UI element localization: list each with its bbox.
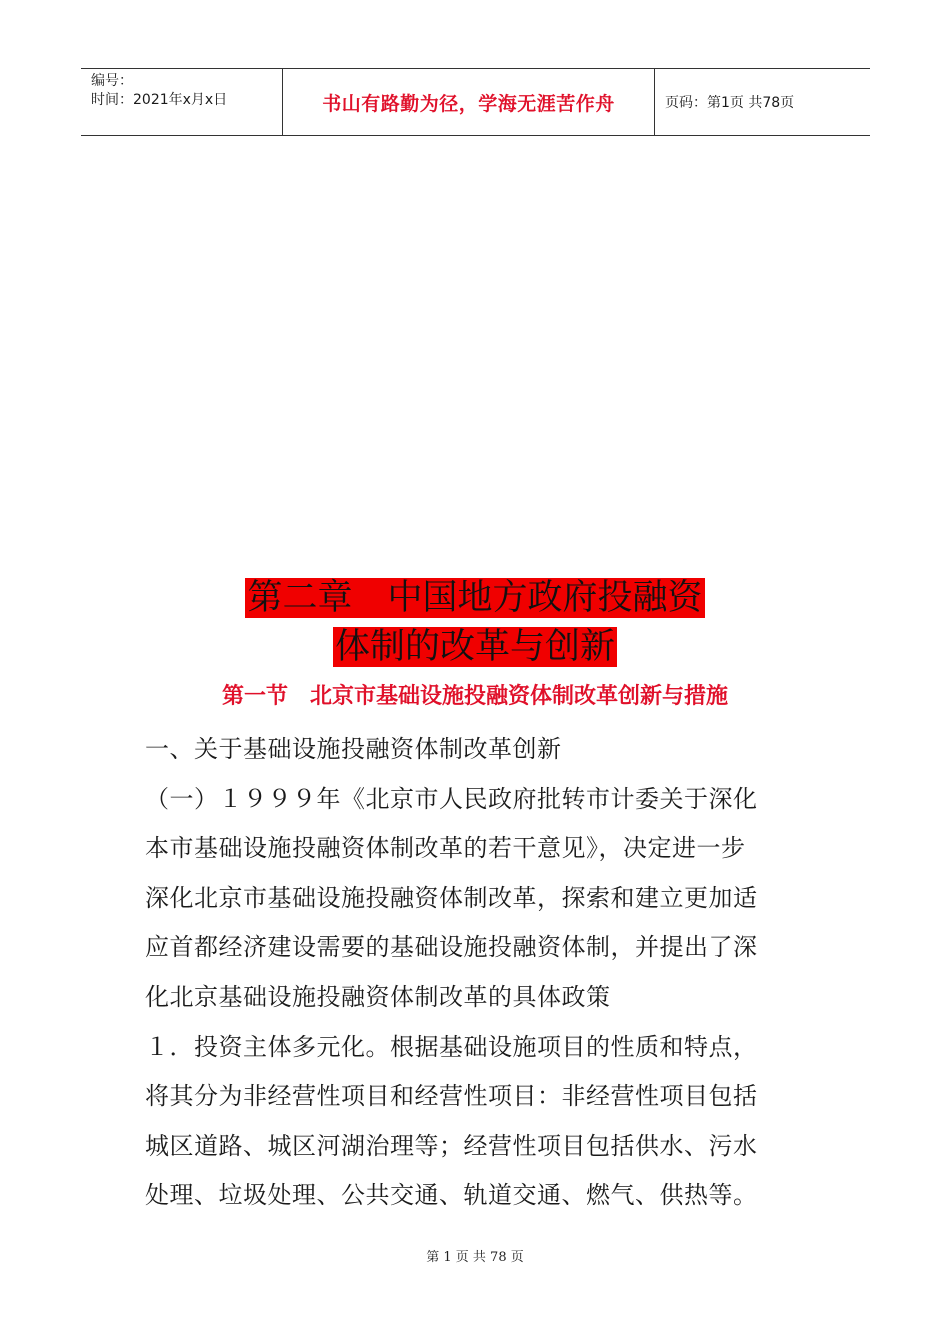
- chapter-title-text-2: 体制的改革与创新: [334, 627, 615, 667]
- chapter-title-line-2: [0, 625, 950, 670]
- body-line: 深化北京市基础设施投融资体制改革，探索和建立更加适: [145, 884, 758, 912]
- page-footer: 第 1 页 共 78 页: [426, 1250, 524, 1265]
- header-motto: 书山有路勤为径，学海无涯苦作舟: [282, 69, 655, 135]
- body-line: 处理、垃圾处理、公共交通、轨道交通、燃气、供热等。: [145, 1181, 758, 1209]
- header-page-info: 页码：第1页 共78页: [665, 95, 795, 111]
- number-label: 编号：: [91, 73, 133, 89]
- body-line: 应首都经济建设需要的基础设施投融资体制，并提出了深: [145, 933, 758, 961]
- chapter-title-text-1: 第二章 中国地方政府投融资: [247, 578, 703, 618]
- time-label: 时间：2021年x月x日: [91, 92, 228, 108]
- header-meta: [81, 69, 282, 135]
- body-line: 将其分为非经营性项目和经营性项目：非经营性项目包括: [145, 1082, 758, 1110]
- body-line: 城区道路、城区河湖治理等；经营性项目包括供水、污水: [145, 1132, 758, 1160]
- body-line: 一、关于基础设施投融资体制改革创新: [145, 735, 562, 763]
- body-line: １．投资主体多元化。根据基础设施项目的性质和特点，: [145, 1033, 758, 1061]
- body-line: 本市基础设施投融资体制改革的若干意见》，决定进一步: [145, 834, 746, 862]
- chapter-title-line-1: [0, 576, 950, 621]
- document-header: [81, 68, 870, 136]
- body-line: 化北京基础设施投融资体制改革的具体政策: [145, 983, 611, 1011]
- body-line: （一）１９９９年《北京市人民政府批转市计委关于深化: [145, 785, 758, 813]
- section-title: 第一节 北京市基础设施投融资体制改革创新与措施: [221, 684, 728, 709]
